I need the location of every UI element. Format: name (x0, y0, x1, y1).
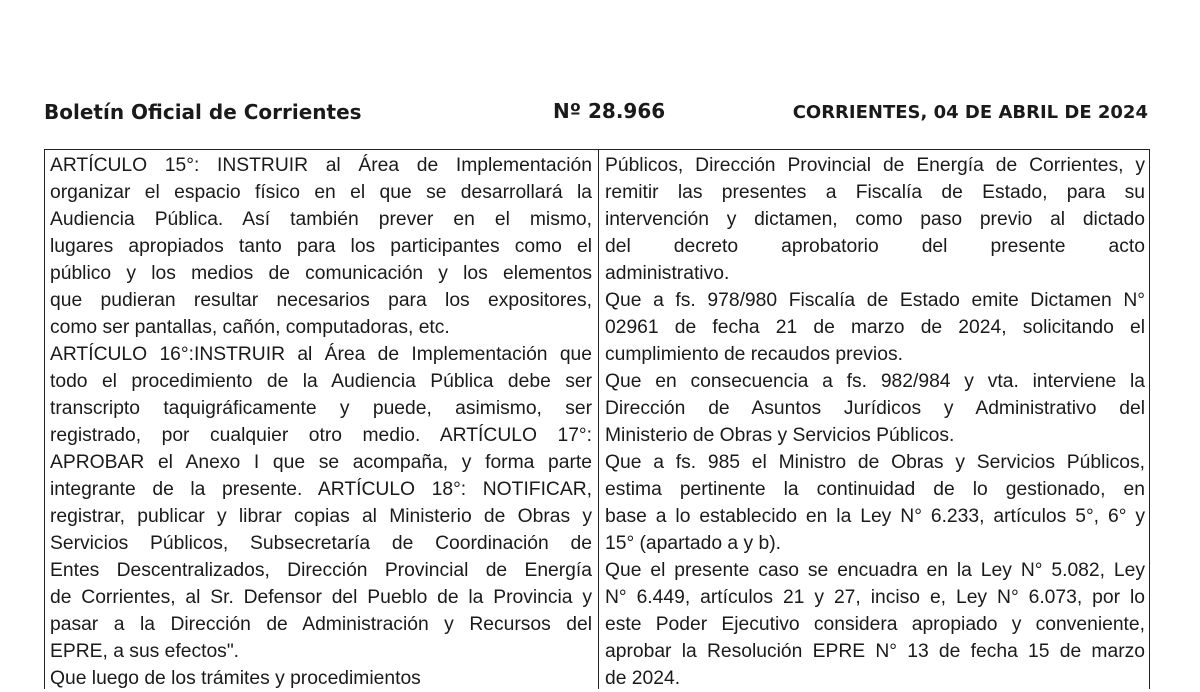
text-line: Servicios Públicos, Subsecretaría de Coordinación de (50, 533, 592, 554)
text-line: pasar a la Dirección de Administración y Recursos del (50, 614, 592, 635)
page-header (44, 98, 1148, 130)
text-line: Entes Descentralizados, Dirección Provincial de Energía (50, 560, 592, 581)
text-line: base a lo establecido en la Ley N° 6.233, artículos 5°, 6° y (605, 506, 1145, 527)
text-line: aprobar la Resolución EPRE N° 13 de fecha 15 de marzo (605, 641, 1145, 662)
text-line: integrante de la presente. ARTÍCULO 18°: NOTIFICAR, (50, 479, 592, 500)
text-line: del decreto aprobatorio del presente acto (605, 236, 1145, 257)
text-line: intervención y dictamen, como paso previo al dictado (605, 209, 1145, 230)
text-line: ARTÍCULO 16°:INSTRUIR al Área de Implementación que (50, 344, 592, 365)
text-line: este Poder Ejecutivo considera apropiado y conveniente, (605, 614, 1145, 635)
text-line: registrado, por cualquier otro medio. ARTÍCULO 17°: (50, 425, 592, 446)
issue-number: Nº 28.966 (553, 99, 666, 123)
text-columns (44, 149, 1150, 689)
text-line: Que el presente caso se encuadra en la Ley N° 5.082, Ley (605, 560, 1145, 581)
text-line: Ministerio de Obras y Servicios Públicos. (605, 425, 955, 446)
text-line: todo el procedimiento de la Audiencia Pública debe ser (50, 371, 592, 392)
text-line: 15° (apartado a y b). (605, 533, 781, 554)
text-line: EPRE, a sus efectos". (50, 641, 240, 662)
text-line: que pudieran resultar necesarios para los expositores, (50, 290, 592, 311)
right-column (605, 152, 1145, 692)
text-line: N° 6.449, artículos 21 y 27, inciso e, Ley N° 6.073, por lo (605, 587, 1145, 608)
text-line: Dirección de Asuntos Jurídicos y Administrativo del (605, 398, 1145, 419)
text-line: transcripto taquigráficamente y puede, asimismo, ser (50, 398, 592, 419)
text-line: Que a fs. 978/980 Fiscalía de Estado emite Dictamen N° (605, 290, 1145, 311)
text-line: público y los medios de comunicación y los elementos (50, 263, 592, 284)
issue-date: CORRIENTES, 04 DE ABRIL DE 2024 (792, 102, 1148, 123)
text-line: Que a fs. 985 el Ministro de Obras y Servicios Públicos, (605, 452, 1145, 473)
text-line: Que en consecuencia a fs. 982/984 y vta. interviene la (605, 371, 1145, 392)
text-line: organizar el espacio físico en el que se desarrollará la (50, 182, 592, 203)
text-line: cumplimiento de recaudos previos. (605, 344, 903, 365)
text-line: de Corrientes, al Sr. Defensor del Pueblo de la Provincia y (50, 587, 592, 608)
text-line: estima pertinente la continuidad de lo gestionado, en (605, 479, 1145, 500)
text-line: ARTÍCULO 15°: INSTRUIR al Área de Implementación (50, 155, 592, 176)
column-divider (598, 150, 599, 689)
text-line: APROBAR el Anexo I que se acompaña, y forma parte (50, 452, 592, 473)
text-line: de 2024. (605, 668, 681, 689)
text-line: administrativo. (605, 263, 730, 284)
text-line: Audiencia Pública. Así también prever en el mismo, (50, 209, 592, 230)
text-line: Que luego de los trámites y procedimientos (50, 668, 421, 689)
text-line: remitir las presentes a Fiscalía de Estado, para su (605, 182, 1145, 203)
text-line: lugares apropiados tanto para los participantes como el (50, 236, 592, 257)
text-line: 02961 de fecha 21 de marzo de 2024, solicitando el (605, 317, 1145, 338)
left-column (50, 152, 592, 692)
publication-title: Boletín Oficial de Corrientes (44, 100, 362, 124)
text-line: como ser pantallas, cañón, computadoras, etc. (50, 317, 450, 338)
text-line: registrar, publicar y librar copias al Ministerio de Obras y (50, 506, 592, 527)
text-line: Públicos, Dirección Provincial de Energía de Corrientes, y (605, 155, 1145, 176)
